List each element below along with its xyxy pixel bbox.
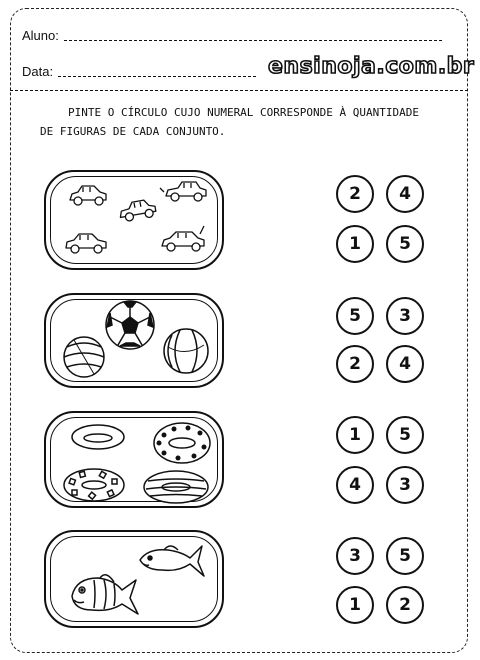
car-icon bbox=[118, 198, 157, 222]
date-label: Data: bbox=[22, 64, 54, 79]
swim-rings-illustration bbox=[46, 413, 226, 510]
balls-illustration bbox=[46, 295, 226, 390]
header-separator bbox=[10, 90, 468, 91]
car-icon bbox=[160, 182, 206, 201]
number-circle[interactable]: 1 bbox=[336, 225, 374, 263]
swim-ring-icon bbox=[72, 425, 124, 449]
instructions bbox=[40, 103, 460, 141]
set-swim-rings bbox=[44, 411, 224, 508]
number-circle[interactable]: 2 bbox=[336, 175, 374, 213]
number-circle[interactable]: 5 bbox=[386, 537, 424, 575]
set-fish bbox=[44, 530, 224, 628]
car-icon bbox=[70, 186, 106, 205]
number-circle[interactable]: 5 bbox=[336, 297, 374, 335]
number-circle[interactable]: 2 bbox=[386, 586, 424, 624]
number-circle[interactable]: 4 bbox=[386, 345, 424, 383]
number-circle[interactable]: 2 bbox=[336, 345, 374, 383]
swim-ring-icon bbox=[144, 471, 208, 503]
fish-illustration bbox=[46, 532, 226, 630]
number-circle[interactable]: 5 bbox=[386, 225, 424, 263]
beach-ball-icon bbox=[64, 337, 104, 377]
number-circle[interactable]: 3 bbox=[386, 297, 424, 335]
number-circle[interactable]: 1 bbox=[336, 586, 374, 624]
student-label: Aluno: bbox=[22, 28, 59, 43]
fish-icon bbox=[140, 546, 204, 576]
set-cars bbox=[44, 170, 224, 270]
beach-ball-icon bbox=[164, 329, 208, 373]
number-circle[interactable]: 3 bbox=[336, 537, 374, 575]
car-icon bbox=[162, 226, 204, 251]
number-circle[interactable]: 4 bbox=[386, 175, 424, 213]
student-name-line bbox=[64, 40, 442, 41]
swim-ring-icon bbox=[64, 469, 124, 501]
number-circle[interactable]: 5 bbox=[386, 416, 424, 454]
set-balls bbox=[44, 293, 224, 388]
number-circle[interactable]: 4 bbox=[336, 466, 374, 504]
cars-illustration bbox=[46, 172, 226, 272]
swim-ring-icon bbox=[154, 423, 210, 463]
fish-icon bbox=[72, 575, 138, 614]
number-circle[interactable]: 1 bbox=[336, 416, 374, 454]
instruction-line-2: DE FIGURAS DE CADA CONJUNTO. bbox=[40, 125, 226, 138]
car-icon bbox=[66, 234, 106, 253]
instruction-line-1: PINTE O CÍRCULO CUJO NUMERAL CORRESPONDE À QUANTIDADE bbox=[68, 106, 419, 119]
site-logo: ensinoja.com.br bbox=[268, 54, 475, 79]
number-circle[interactable]: 3 bbox=[386, 466, 424, 504]
date-line bbox=[58, 76, 256, 77]
soccer-ball-icon bbox=[106, 301, 154, 349]
